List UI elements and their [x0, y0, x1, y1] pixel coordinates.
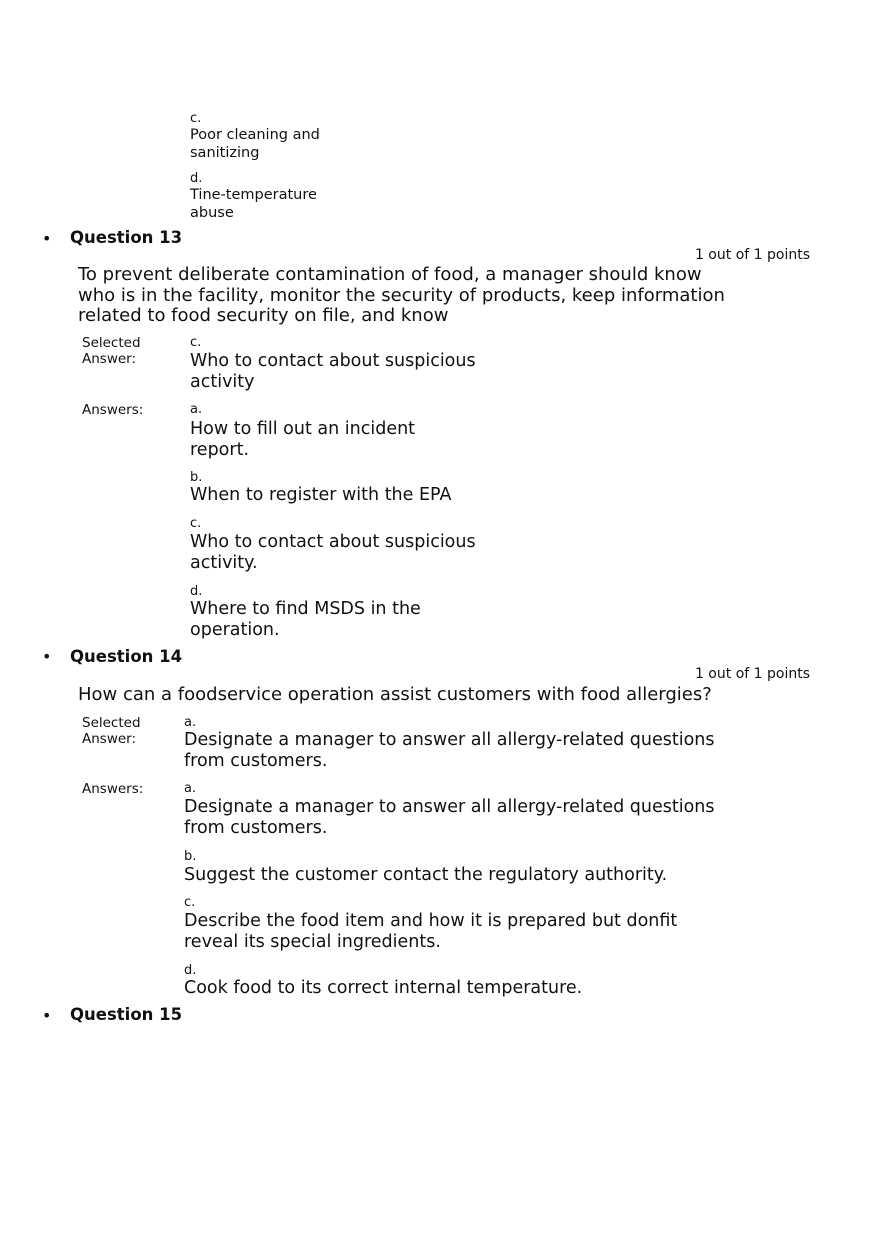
selected-answer-text: Who to contact about suspicious activity: [190, 351, 476, 392]
choice-letter: d.: [190, 171, 203, 186]
answer-letter: d.: [184, 963, 197, 978]
answer-text: How to fill out an incident report.: [190, 419, 416, 460]
answer-letter: d.: [190, 584, 203, 599]
selected-answer-letter: a.: [184, 715, 197, 730]
answers-label: Answers:: [82, 781, 144, 797]
answer-letter: a.: [190, 402, 203, 417]
answer-text: Who to contact about suspicious activity.: [190, 532, 476, 573]
list-bullet: •: [42, 647, 52, 666]
answer-text: When to register with the EPA: [190, 485, 452, 505]
answer-letter: b.: [190, 470, 203, 485]
answer-text: Designate a manager to answer all allergy-related questions from customers.: [184, 797, 715, 838]
choice-letter: c.: [190, 111, 202, 126]
question-14-title: Question 14: [70, 647, 183, 666]
list-bullet: •: [42, 229, 52, 248]
selected-answer-letter: c.: [190, 335, 202, 350]
answer-text: Suggest the customer contact the regulatory authority.: [184, 865, 668, 885]
answer-text: Where to find MSDS in the operation.: [190, 599, 421, 640]
answer-letter: b.: [184, 849, 197, 864]
selected-answer-text: Designate a manager to answer all allergy-related questions from customers.: [184, 730, 715, 771]
selected-answer-label: Selected Answer:: [82, 715, 141, 747]
question-15-title: Question 15: [70, 1005, 183, 1024]
selected-answer-label: Selected Answer:: [82, 335, 141, 367]
question-13-stem: To prevent deliberate contamination of food, a manager should know who is in the facility, monitor the security of products, keep information related to food security on file, and know: [78, 264, 725, 326]
question-14-points: 1 out of 1 points: [694, 666, 810, 682]
answer-text: Cook food to its correct internal temperature.: [184, 978, 583, 998]
choice-text: Poor cleaning and sanitizing: [190, 127, 320, 161]
answers-label: Answers:: [82, 402, 144, 418]
question-13-title: Question 13: [70, 228, 183, 247]
answer-letter: a.: [184, 781, 197, 796]
question-13-points: 1 out of 1 points: [694, 247, 810, 263]
answer-letter: c.: [184, 895, 196, 910]
choice-text: Tine-temperature abuse: [190, 187, 317, 221]
answer-letter: c.: [190, 516, 202, 531]
question-14-stem: How can a foodservice operation assist customers with food allergies?: [78, 684, 712, 705]
list-bullet: •: [42, 1006, 52, 1025]
answer-text: Describe the food item and how it is prepared but donfit reveal its special ingredients.: [184, 911, 678, 952]
